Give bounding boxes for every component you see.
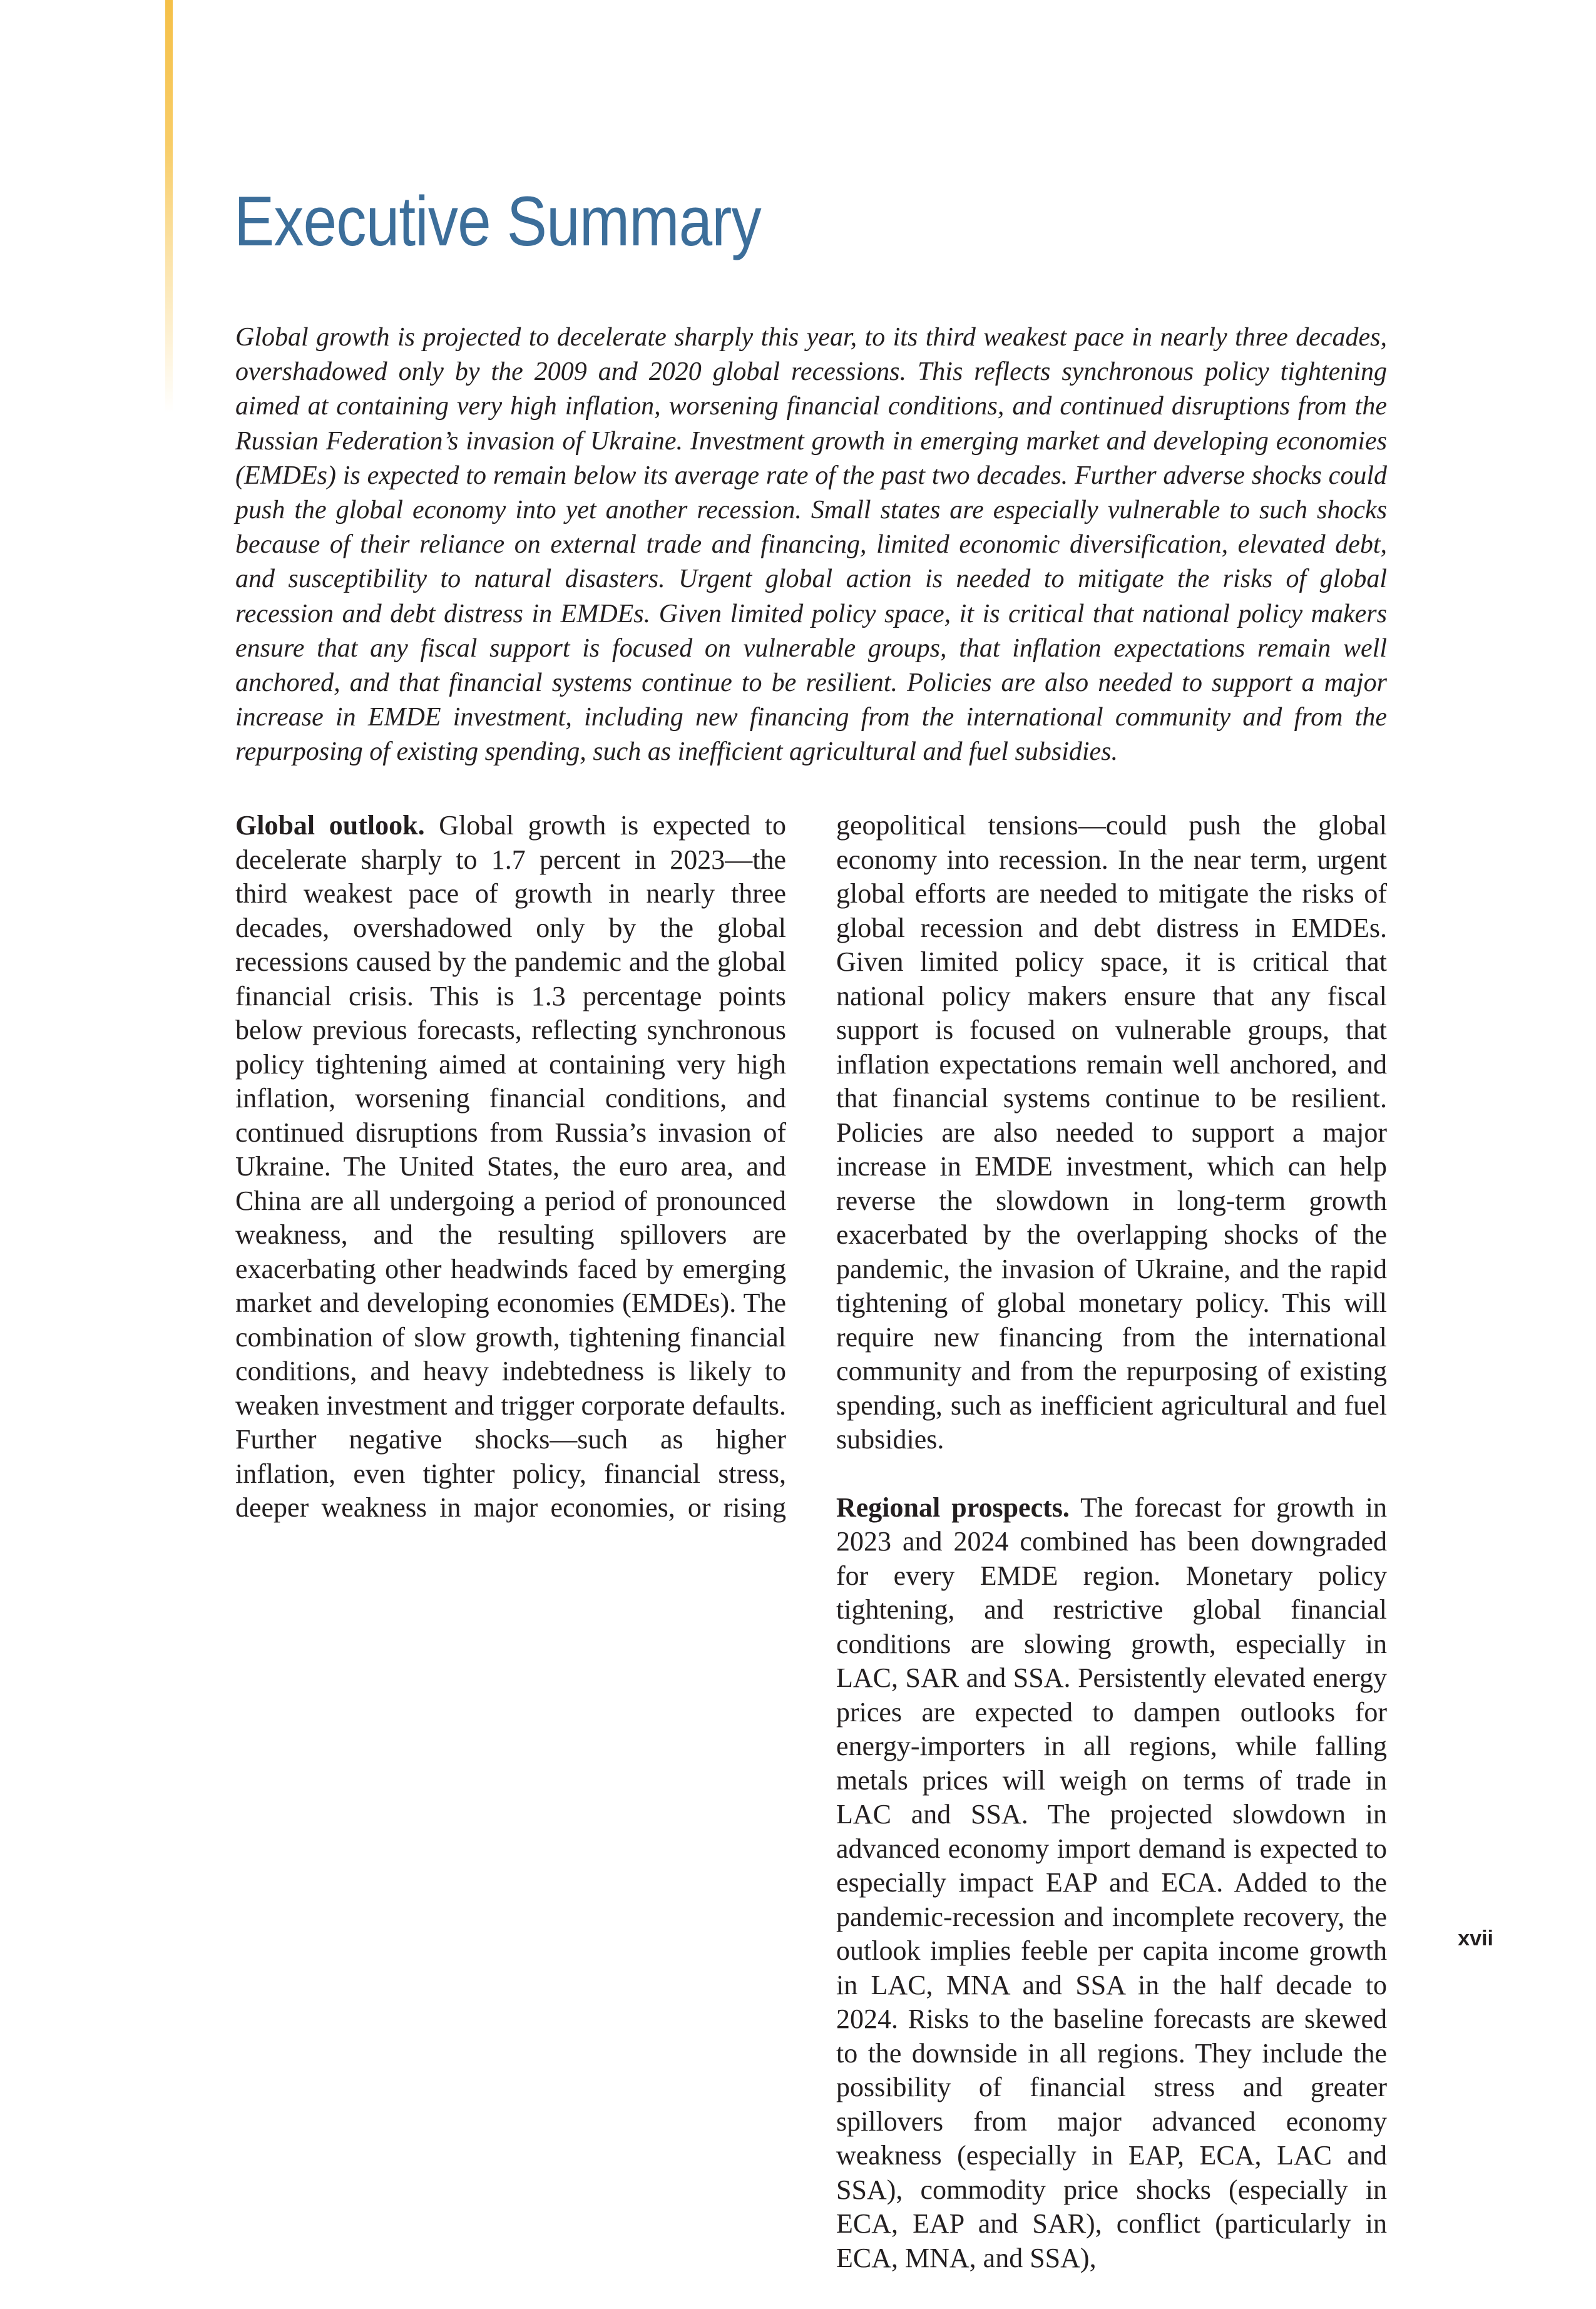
global-outlook-body: Global growth is expected to decelerate sharply to 1.7 percent in 2023—the third weakest pace of growth in nearly three decades, overshadowed only by the global recessions caused by the pandemic and the global financial crisis. This is 1.3 percentage points below previous forecasts, reflecting synchronous policy tightening aimed at containing very high inflation, worsening financial conditions, and continued disruptions from Russia’s invasion of Ukraine. The United States, the euro area, and China are all undergoing a period of pronounced weakness, and the resulting spillovers are exacerbating other headwinds faced by emerging market and developing economies (EMDEs). The combination of slow growth, tightening financial conditions, and heavy indebtedness is likely to weaken investment and trigger corporate defaults. Further negative shocks—such as higher inflation, even tighter policy, financial stress, deeper weakness in major economies, or rising (235, 810, 787, 1523)
global-outlook-continuation-text: geopolitical tensions—could push the global economy into recession. In the near term, urgent global efforts are needed to mitigate the risks of global recession and debt distress in EMDEs. Given limited policy space, it is critical that national policy makers ensure that any fiscal support is focused on vulnerable groups, that inflation expectations remain well anchored, and that financial systems continue to be resilient. Policies are also needed to support a major increase in EMDE investment, which can help reverse the slowdown in long-term growth exacerbated by the overlapping shocks of the pandemic, the invasion of Ukraine, and the rapid tightening of global monetary policy. This will require new financing from the international community and from the repurposing of existing spending, such as inefficient agricultural and fuel subsidies. (836, 810, 1387, 1455)
page-title: Executive Summary (234, 182, 761, 260)
global-outlook-paragraph (235, 809, 786, 1525)
left-column (235, 809, 786, 1559)
accent-bar (165, 0, 173, 413)
regional-prospects-heading: Regional prospects. (836, 1492, 1070, 1523)
regional-prospects-paragraph (836, 1491, 1387, 2276)
page-number: xvii (1458, 1927, 1493, 1950)
regional-prospects-body: The forecast for growth in 2023 and 2024 combined has been downgraded for every EMDE region. Monetary policy tightening, and restrictive global financial conditions are slowing growth, especially in LAC, SAR and SSA. Persistently elevated energy prices are expected to dampen outlooks for energy-importers in all regions, while falling metals prices will weigh on terms of trade in LAC and SSA. The projected slowdown in advanced economy import demand is expected to especially impact EAP and ECA. Added to the pandemic-recession and incomplete recovery, the outlook implies feeble per capita income growth in LAC, MNA and SSA in the half decade to 2024. Risks to the baseline forecasts are skewed to the downside in all regions. They include the possibility of financial stress and greater spillovers from major advanced economy weakness (especially in EAP, ECA, LAC and SSA), commodity price shocks (especially in ECA, EAP and SAR), conflict (particularly in ECA, MNA, and SSA), (836, 1492, 1387, 2273)
abstract-summary: Global growth is projected to decelerate sharply this year, to its third weakest pace in nearly three decades, overshadowed only by the 2009 and 2020 global recessions. This reflects synchronous policy tightening aimed at containing very high inflation, worsening financial conditions, and continued disruptions from the Russian Federation’s invasion of Ukraine. Investment growth in emerging market and developing economies (EMDEs) is expected to remain below its average rate of the past two decades. Further adverse shocks could push the global economy into yet another recession. Small states are especially vulnerable to such shocks because of their reliance on external trade and financing, limited economic diversification, elevated debt, and susceptibility to natural disasters. Urgent global action is needed to mitigate the risks of global recession and debt distress in EMDEs. Given limited policy space, it is critical that national policy makers ensure that any fiscal support is focused on vulnerable groups, that inflation expectations remain well anchored, and that financial systems continue to be resilient. Policies are also needed to support a major increase in EMDE investment, including new financing from the international community and from the repurposing of existing spending, such as inefficient agricultural and fuel subsidies. (235, 323, 1387, 767)
right-column (836, 809, 1387, 2309)
global-outlook-heading: Global outlook. (235, 810, 425, 841)
global-outlook-continuation (836, 809, 1387, 1457)
